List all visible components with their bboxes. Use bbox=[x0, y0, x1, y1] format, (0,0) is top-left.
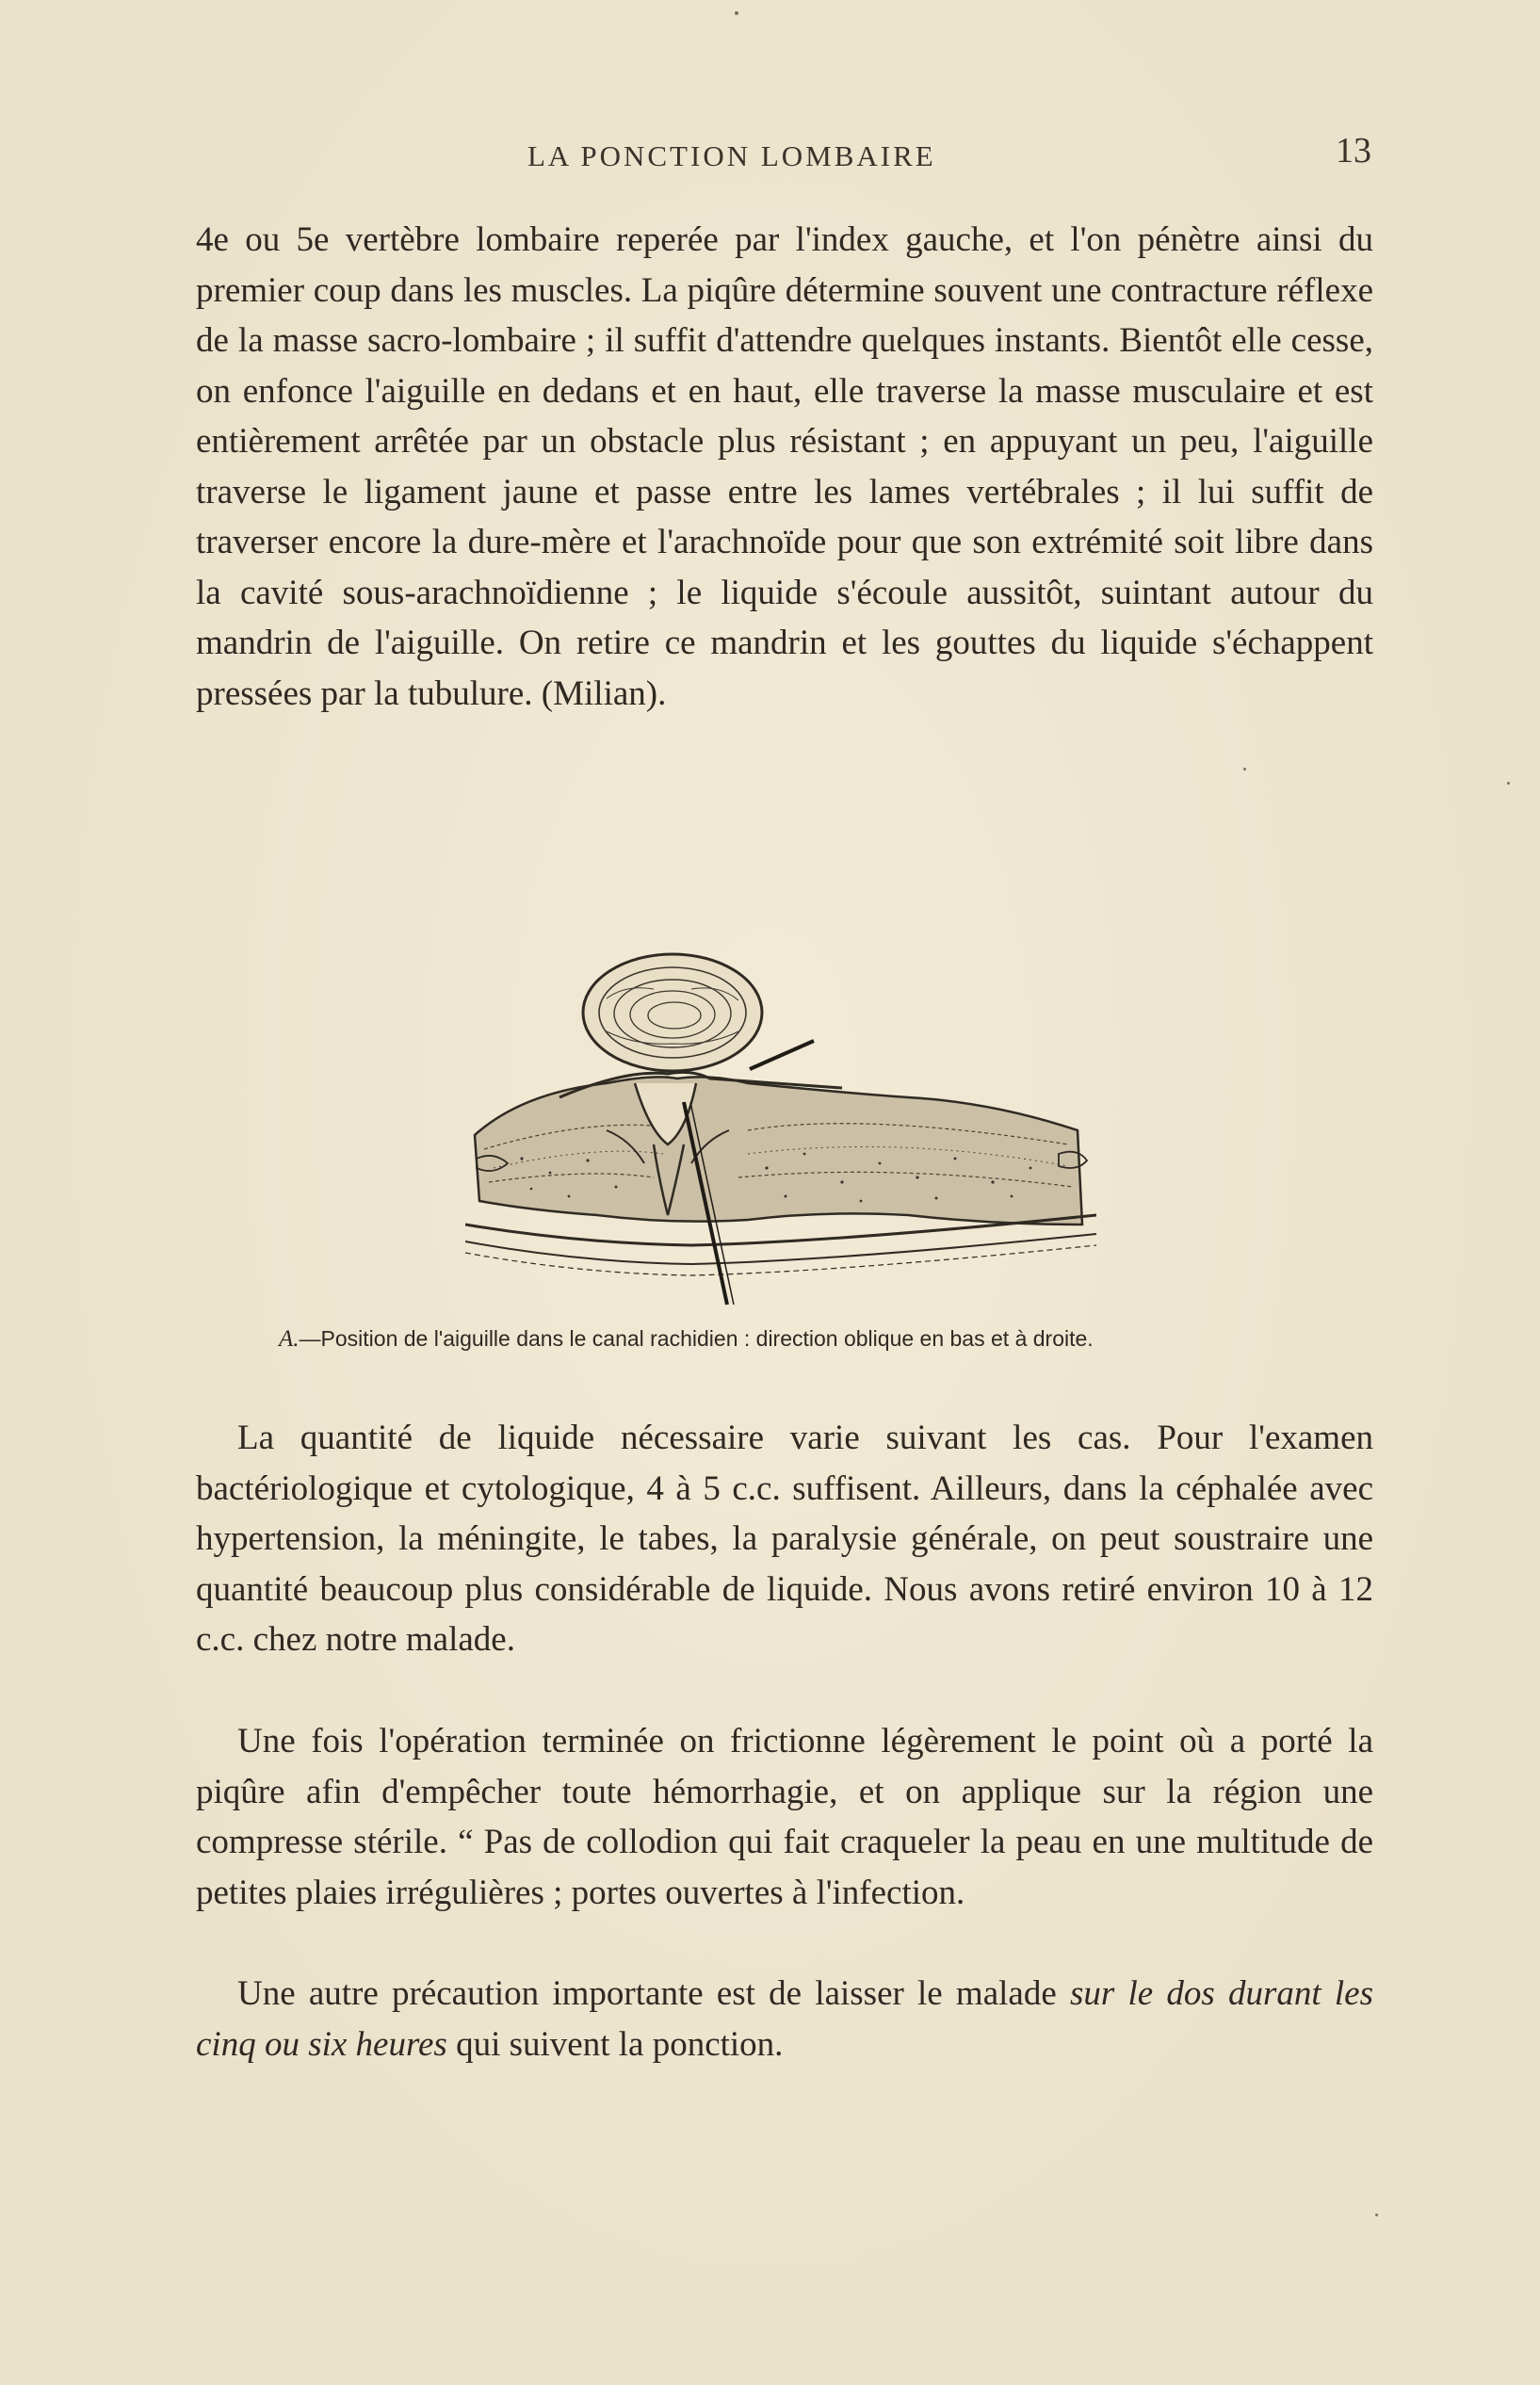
caption-label: A. bbox=[279, 1326, 300, 1352]
paper-speck bbox=[1375, 2214, 1378, 2216]
page-header bbox=[0, 130, 1540, 187]
page-number: 13 bbox=[1336, 131, 1371, 170]
paragraph-3: Une fois l'opération terminée on frictionne légèrement le point où a porté la piqûre afin d'empêcher toute hémorrhagie, et on applique sur la région une compresse stérile. “ Pas de collodion qui fait craqueler la peau en une multitude de petites plaies irrégulières ; portes ouvertes à l'infection. bbox=[196, 1722, 1373, 1912]
paper-speck bbox=[735, 11, 738, 15]
paragraph-4-start: Une autre précaution importante est de laisser le malade bbox=[237, 1974, 1057, 2013]
paper-speck bbox=[1507, 782, 1510, 785]
paragraph-1: 4e ou 5e vertèbre lombaire reperée par l'index gauche, et l'on pénètre ainsi du premier coup dans les muscles. La piqûre détermine souvent une contracture réflexe de la masse sacro-lombaire ; il suffit d'attendre quelques instants. Bientôt elle cesse, on enfonce l'aiguille en dedans et en haut, elle traverse la masse musculaire et est entièrement arrêtée par un obstacle plus résistant ; en appuyant un peu, l'aiguille traverse le ligament jaune et passe entre les lames vertébrales ; il lui suffit de traverser encore la dure-mère et l'arachnoïde pour que son extrémité soit libre dans la cavité sous-arachnoïdienne ; le liquide s'écoule aussitôt, suintant autour du mandrin de l'aiguille. On retire ce mandrin et les gouttes du liquide s'échappent pressées par la tubulure. (Milian). bbox=[196, 220, 1373, 713]
paragraph-4-italic: sur le dos durant les cinq ou six heures bbox=[196, 1974, 1373, 2064]
paragraph-2: La quantité de liquide nécessaire varie suivant les cas. Pour l'examen bactériologique et cytologique, 4 à 5 c.c. suffisent. Ailleurs, dans la céphalée avec hypertension, la méningite, le tabes, la paralysie générale, on peut soustraire une quantité beaucoup plus considérable de liquide. Nous avons retiré environ 10 à 12 c.c. chez notre malade. bbox=[196, 1419, 1373, 1659]
paragraph-4 bbox=[196, 1969, 1373, 2069]
running-title: LA PONCTION LOMBAIRE bbox=[527, 139, 936, 172]
paper-speck bbox=[1243, 768, 1246, 771]
figure-spine-cross-section bbox=[465, 942, 1096, 1314]
spine-cross-section-illustration bbox=[465, 942, 1096, 1314]
caption-text: —Position de l'aiguille dans le canal rachidien : direction oblique en bas et à droite. bbox=[299, 1326, 1094, 1351]
paragraph-4-end: qui suivent la ponction. bbox=[456, 2024, 784, 2064]
figure-caption bbox=[279, 1326, 1305, 1353]
